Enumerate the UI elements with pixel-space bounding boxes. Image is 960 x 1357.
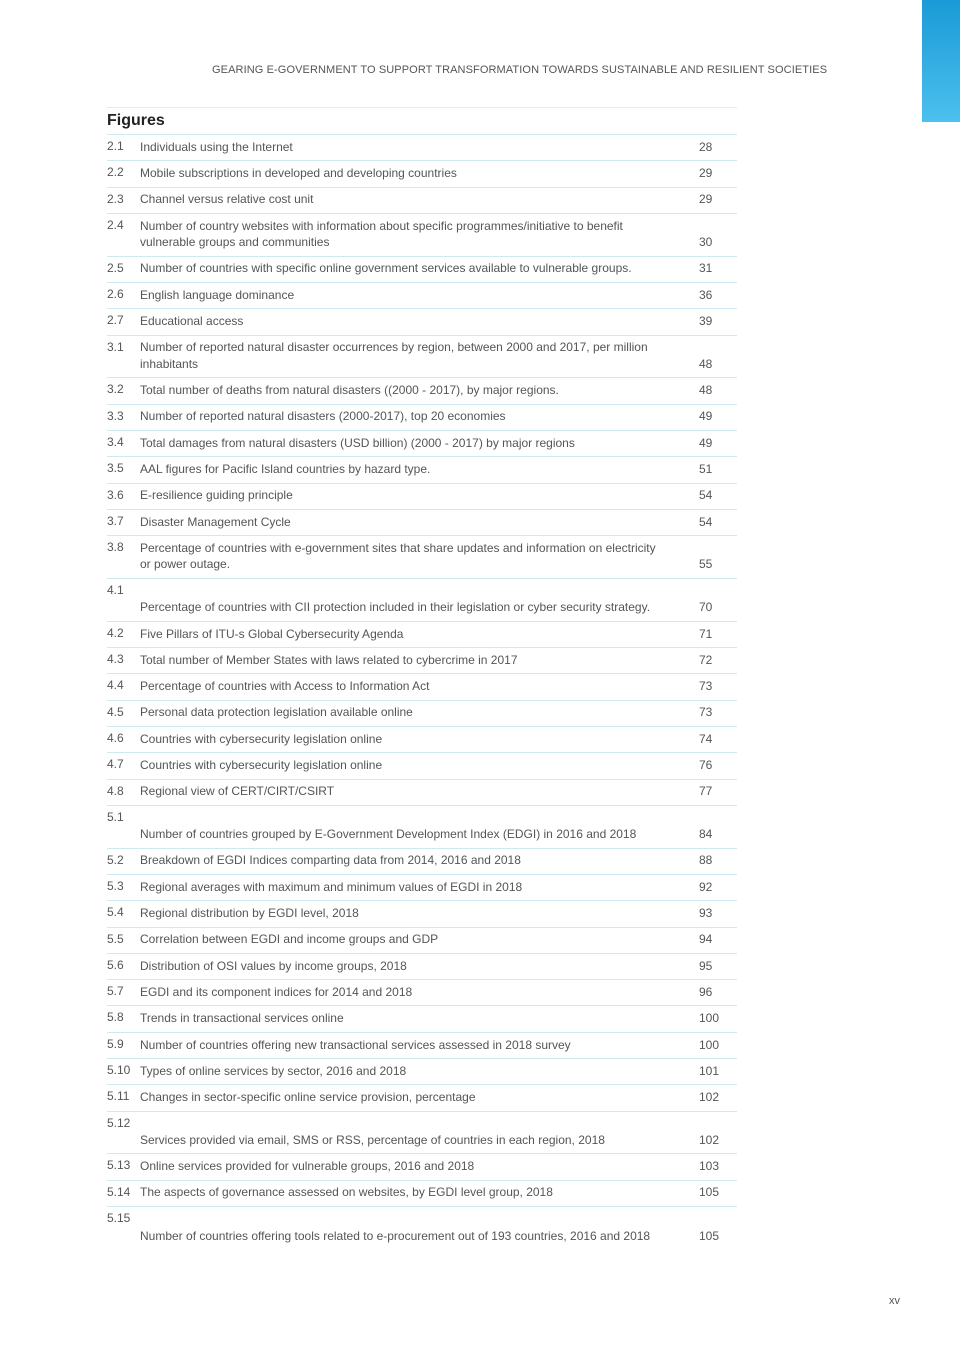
figure-page-number: 54: [699, 488, 713, 503]
figure-number: 3.7: [107, 513, 124, 528]
figure-entry[interactable]: [107, 283, 737, 309]
figure-page-number: 103: [699, 1159, 720, 1174]
figure-number: 5.9: [107, 1036, 124, 1051]
figure-entry[interactable]: [107, 378, 737, 404]
figure-page-number: 29: [699, 192, 713, 207]
figure-page-number: 73: [699, 705, 713, 720]
figure-number: 4.5: [107, 704, 124, 719]
figure-title: Percentage of countries with Access to Information Act: [140, 679, 430, 694]
figure-page-number: 70: [699, 600, 713, 615]
figure-page-number: 51: [699, 462, 713, 477]
figure-title: Total number of Member States with laws related to cybercrime in 2017: [140, 652, 518, 667]
figure-title: Personal data protection legislation available online: [140, 705, 413, 720]
figure-entry[interactable]: [107, 1033, 737, 1059]
figure-number: 2.1: [107, 139, 124, 153]
figure-page-number: 100: [699, 1011, 720, 1026]
figure-number: 4.8: [107, 783, 124, 798]
figure-entry[interactable]: [107, 780, 737, 806]
figure-page-number: 49: [699, 435, 713, 450]
figure-title: Number of countries offering new transactional services assessed in 2018 survey: [140, 1037, 571, 1052]
figure-entry[interactable]: [107, 1085, 737, 1111]
figure-entry[interactable]: [107, 309, 737, 335]
figure-number: 4.1: [107, 582, 124, 597]
figure-title: Number of countries with specific online government services available to vulnerable groups.: [140, 261, 632, 276]
figure-title: Regional view of CERT/CIRT/CSIRT: [140, 784, 335, 799]
figure-entry[interactable]: [107, 954, 737, 980]
figure-number: 5.1: [107, 809, 124, 824]
figure-entry[interactable]: [107, 579, 737, 622]
figure-number: 4.6: [107, 730, 124, 745]
figure-title: Individuals using the Internet: [140, 139, 293, 154]
figure-number: 4.2: [107, 625, 124, 640]
figure-entry[interactable]: [107, 875, 737, 901]
figure-number: 4.3: [107, 652, 124, 667]
figure-entry[interactable]: [107, 701, 737, 727]
figure-title: Percentage of countries with e-government sites that share updates and information on electricity or power outage.: [140, 540, 656, 572]
figure-title: AAL figures for Pacific Island countries by hazard type.: [140, 462, 431, 477]
figure-title: Countries with cybersecurity legislation online: [140, 731, 383, 746]
figure-title: E-resilience guiding principle: [140, 488, 293, 503]
figure-number: 5.14: [107, 1184, 131, 1199]
figure-title: Five Pillars of ITU-s Global Cybersecurity Agenda: [140, 626, 404, 641]
figure-page-number: 73: [699, 679, 713, 694]
figure-number: 2.3: [107, 191, 124, 206]
figure-title: Disaster Management Cycle: [140, 514, 291, 529]
figure-entry[interactable]: [107, 135, 737, 161]
figure-entry[interactable]: [107, 484, 737, 510]
figure-entry[interactable]: [107, 928, 737, 954]
page-number: xv: [889, 1295, 900, 1307]
figure-page-number: 31: [699, 261, 713, 276]
figure-title: Services provided via email, SMS or RSS, percentage of countries in each region, 2018: [140, 1132, 605, 1147]
figure-entry[interactable]: [107, 1059, 737, 1085]
figure-title: Online services provided for vulnerable groups, 2016 and 2018: [140, 1159, 475, 1174]
figure-title: Total damages from natural disasters (USD billion) (2000 - 2017) by major regions: [140, 435, 575, 450]
figure-page-number: 101: [699, 1063, 720, 1078]
figure-number: 3.4: [107, 434, 124, 449]
figure-title: Total number of deaths from natural disasters ((2000 - 2017), by major regions.: [140, 383, 559, 398]
figure-number: 5.15: [107, 1210, 131, 1225]
figure-number: 5.3: [107, 878, 124, 893]
figure-number: 5.11: [107, 1089, 130, 1104]
figure-page-number: 54: [699, 514, 713, 529]
figure-page-number: 36: [699, 287, 713, 302]
figure-title: Distribution of OSI values by income groups, 2018: [140, 958, 407, 973]
figure-page-number: 55: [699, 557, 713, 572]
figure-number: 3.3: [107, 408, 124, 423]
figure-number: 5.12: [107, 1115, 131, 1130]
figure-title: The aspects of governance assessed on websites, by EGDI level group, 2018: [140, 1185, 553, 1200]
figure-number: 3.8: [107, 540, 124, 555]
figure-title: EGDI and its component indices for 2014 and 2018: [140, 984, 413, 999]
figure-entry[interactable]: [107, 336, 737, 379]
figure-entry[interactable]: [107, 1154, 737, 1180]
figure-number: 4.7: [107, 757, 124, 772]
figure-page-number: 92: [699, 879, 713, 894]
figure-number: 2.5: [107, 260, 124, 275]
figure-page-number: 39: [699, 314, 713, 329]
figure-page-number: 93: [699, 906, 713, 921]
corner-color-tab: [922, 0, 960, 122]
figure-entry[interactable]: [107, 980, 737, 1006]
figure-page-number: 95: [699, 958, 713, 973]
figure-entry[interactable]: [107, 806, 737, 849]
figure-page-number: 72: [699, 652, 713, 667]
figure-number: 2.7: [107, 313, 124, 328]
figure-entry[interactable]: [107, 536, 737, 579]
figure-entry[interactable]: [107, 510, 737, 536]
figure-entry[interactable]: [107, 457, 737, 483]
figure-entry[interactable]: [107, 648, 737, 674]
figure-page-number: 102: [699, 1132, 720, 1147]
figure-page-number: 76: [699, 758, 713, 773]
figure-number: 5.10: [107, 1063, 131, 1077]
figure-number: 5.4: [107, 905, 124, 920]
figure-entry[interactable]: [107, 1006, 737, 1032]
figure-title: Number of reported natural disaster occurrences by region, between 2000 and 2017, per million inhabitants: [140, 340, 648, 371]
figure-entry[interactable]: [107, 1112, 737, 1155]
figure-page-number: 88: [699, 853, 713, 868]
figure-number: 2.2: [107, 165, 124, 180]
figure-title: Countries with cybersecurity legislation online: [140, 758, 383, 773]
figures-rows: [107, 135, 737, 1250]
figure-page-number: 30: [699, 235, 713, 250]
figure-page-number: 100: [699, 1037, 720, 1052]
figure-entry[interactable]: [107, 431, 737, 457]
figure-number: 5.5: [107, 931, 124, 946]
figure-number: 3.2: [107, 382, 124, 397]
figure-entry[interactable]: [107, 257, 737, 283]
figure-title: Number of countries grouped by E-Government Development Index (EDGI) in 2016 and 2018: [140, 827, 637, 842]
figure-page-number: 94: [699, 932, 713, 947]
figure-title: Channel versus relative cost unit: [140, 192, 314, 207]
figure-number: 3.5: [107, 461, 124, 476]
figure-entry[interactable]: [107, 849, 737, 875]
figure-page-number: 77: [699, 784, 713, 799]
figure-page-number: 74: [699, 731, 713, 746]
figure-entry[interactable]: [107, 405, 737, 431]
figure-page-number: 105: [699, 1229, 720, 1244]
figure-title: Types of online services by sector, 2016 and 2018: [140, 1063, 407, 1078]
figure-entry[interactable]: [107, 674, 737, 700]
figure-entry[interactable]: [107, 214, 737, 257]
section-title: Figures: [107, 108, 737, 135]
figure-title: Number of country websites with information about specific programmes/initiative to benefit vulnerable groups and communities: [140, 218, 623, 250]
figure-page-number: 102: [699, 1090, 720, 1105]
figure-page-number: 28: [699, 139, 713, 154]
figure-number: 5.7: [107, 984, 124, 999]
figure-title: Correlation between EGDI and income groups and GDP: [140, 932, 439, 947]
figure-entry[interactable]: [107, 753, 737, 779]
figure-entry[interactable]: [107, 1207, 737, 1250]
figures-list: [107, 107, 737, 1250]
figure-title: Trends in transactional services online: [140, 1011, 344, 1026]
figure-number: 2.4: [107, 217, 124, 232]
figure-title: Number of reported natural disasters (2000-2017), top 20 economies: [140, 409, 506, 424]
figure-number: 3.1: [107, 339, 124, 354]
figure-entry[interactable]: [107, 188, 737, 214]
figure-title: Mobile subscriptions in developed and developing countries: [140, 166, 457, 181]
figure-entry[interactable]: [107, 161, 737, 187]
figure-title: Percentage of countries with CII protection included in their legislation or cyber security strategy.: [140, 600, 651, 615]
figure-number: 5.8: [107, 1010, 124, 1025]
figure-entry[interactable]: [107, 622, 737, 648]
figure-title: Number of countries offering tools related to e-procurement out of 193 countries, 2016 and 2018: [140, 1229, 651, 1244]
figure-number: 4.4: [107, 678, 124, 693]
figure-page-number: 84: [699, 827, 713, 842]
figure-page-number: 48: [699, 356, 713, 371]
figure-title: Breakdown of EGDI Indices comparting data from 2014, 2016 and 2018: [140, 853, 521, 868]
figure-title: Regional distribution by EGDI level, 2018: [140, 906, 359, 921]
figure-entry[interactable]: [107, 727, 737, 753]
figure-page-number: 96: [699, 984, 713, 999]
figure-number: 2.6: [107, 286, 124, 301]
figure-number: 3.6: [107, 487, 124, 502]
figure-title: Regional averages with maximum and minimum values of EGDI in 2018: [140, 879, 523, 894]
figure-page-number: 105: [699, 1185, 720, 1200]
figure-title: Changes in sector-specific online service provision, percentage: [140, 1090, 476, 1105]
figure-page-number: 29: [699, 166, 713, 181]
figure-number: 5.13: [107, 1158, 131, 1173]
figure-page-number: 71: [699, 626, 713, 641]
figure-entry[interactable]: [107, 1181, 737, 1207]
running-header: GEARING E-GOVERNMENT TO SUPPORT TRANSFORMATION TOWARDS SUSTAINABLE AND RESILIENT SOCIETIES: [212, 64, 828, 76]
figure-title: English language dominance: [140, 287, 295, 302]
figure-entry[interactable]: [107, 901, 737, 927]
figure-page-number: 49: [699, 409, 713, 424]
figure-number: 5.2: [107, 852, 124, 867]
figure-number: 5.6: [107, 957, 124, 972]
figure-page-number: 48: [699, 383, 713, 398]
figure-title: Educational access: [140, 314, 244, 329]
